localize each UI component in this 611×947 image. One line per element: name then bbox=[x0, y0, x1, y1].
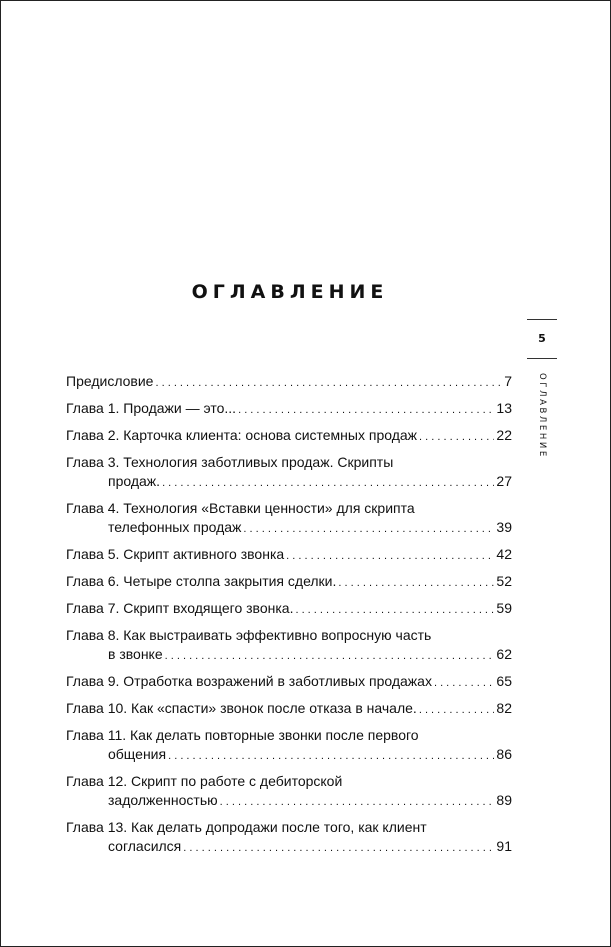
toc-entry-page: 86 bbox=[496, 746, 512, 762]
dot-leader bbox=[295, 599, 494, 620]
toc-entry bbox=[66, 453, 512, 493]
toc-entry-title: Глава 10. Как «спасти» звонок после отказа в начале. bbox=[66, 700, 417, 716]
toc-entry bbox=[66, 818, 512, 858]
toc-entry bbox=[66, 599, 512, 620]
toc-entry-title: Глава 5. Скрипт активного звонка bbox=[66, 546, 285, 562]
toc-entry-page: 13 bbox=[496, 400, 512, 416]
table-of-contents bbox=[66, 372, 512, 864]
toc-entry-title: Глава 4. Технология «Вставки ценности» для скрипта bbox=[66, 500, 415, 516]
toc-entry-title: Глава 2. Карточка клиента: основа системных продаж bbox=[66, 427, 418, 443]
side-marker bbox=[527, 319, 557, 459]
toc-entry-title: согласился bbox=[108, 838, 182, 854]
toc-entry bbox=[66, 399, 512, 420]
toc-entry bbox=[66, 772, 512, 812]
toc-entry-title: Предисловие bbox=[66, 373, 154, 389]
toc-line bbox=[66, 453, 512, 472]
toc-entry-page: 42 bbox=[496, 546, 512, 562]
dot-leader bbox=[419, 699, 495, 720]
toc-line bbox=[66, 791, 512, 812]
dot-leader bbox=[419, 426, 494, 447]
dot-leader bbox=[155, 372, 502, 393]
dot-leader bbox=[162, 472, 494, 493]
toc-entry-page: 62 bbox=[496, 646, 512, 662]
running-head: ОГЛАВЛЕНИЕ bbox=[537, 373, 547, 459]
toc-line bbox=[66, 499, 512, 518]
toc-entry-page: 39 bbox=[496, 519, 512, 535]
toc-line bbox=[66, 837, 512, 858]
toc-entry-page: 27 bbox=[496, 473, 512, 489]
toc-entry-title: общения bbox=[108, 746, 167, 762]
toc-entry-page: 91 bbox=[496, 838, 512, 854]
dot-leader bbox=[338, 572, 494, 593]
toc-line bbox=[66, 626, 512, 645]
dot-leader bbox=[168, 745, 494, 766]
toc-entry-title: Глава 6. Четыре столпа закрытия сделки. bbox=[66, 573, 337, 589]
toc-entry-title: Глава 1. Продажи — это... bbox=[66, 400, 237, 416]
toc-entry-page: 22 bbox=[496, 427, 512, 443]
toc-entry-title: Глава 13. Как делать допродажи после того, как клиент bbox=[66, 819, 427, 835]
toc-line bbox=[66, 572, 512, 593]
toc-entry-title: Глава 7. Скрипт входящего звонка. bbox=[66, 600, 294, 616]
toc-line bbox=[66, 372, 512, 393]
toc-entry bbox=[66, 372, 512, 393]
toc-entry-title: Глава 8. Как выстраивать эффективно вопросную часть bbox=[66, 627, 432, 643]
toc-entry-title: в звонке bbox=[108, 646, 163, 662]
toc-entry-title: Глава 9. Отработка возражений в заботливых продажах bbox=[66, 673, 432, 689]
dot-leader bbox=[183, 837, 494, 858]
toc-line bbox=[66, 772, 512, 791]
toc-entry-title: задолженностью bbox=[108, 792, 218, 808]
divider bbox=[527, 358, 557, 359]
toc-line bbox=[66, 426, 512, 447]
toc-entry-title: Глава 11. Как делать повторные звонки после первого bbox=[66, 727, 419, 743]
toc-entry bbox=[66, 699, 512, 720]
toc-entry bbox=[66, 545, 512, 566]
toc-line bbox=[66, 818, 512, 837]
toc-entry-title: телефонных продаж bbox=[108, 519, 242, 535]
toc-line bbox=[66, 672, 512, 693]
toc-entry bbox=[66, 426, 512, 447]
toc-entry-page: 89 bbox=[496, 792, 512, 808]
toc-line bbox=[66, 726, 512, 745]
toc-line bbox=[66, 545, 512, 566]
toc-line bbox=[66, 745, 512, 766]
toc-entry-title: Глава 3. Технология заботливых продаж. Скрипты bbox=[66, 454, 394, 470]
toc-entry bbox=[66, 672, 512, 693]
dot-leader bbox=[220, 791, 495, 812]
dot-leader bbox=[165, 645, 495, 666]
toc-line bbox=[66, 645, 512, 666]
toc-line bbox=[66, 472, 512, 493]
toc-entry-title: Глава 12. Скрипт по работе с дебиторской bbox=[66, 773, 343, 789]
toc-entry bbox=[66, 499, 512, 539]
dot-leader bbox=[286, 545, 494, 566]
toc-entry-page: 59 bbox=[496, 600, 512, 616]
toc-entry-title: продаж. bbox=[108, 473, 161, 489]
toc-entry-page: 65 bbox=[496, 673, 512, 689]
toc-entry bbox=[66, 572, 512, 593]
toc-entry bbox=[66, 626, 512, 666]
toc-line bbox=[66, 399, 512, 420]
toc-entry-page: 7 bbox=[504, 373, 512, 389]
dot-leader bbox=[434, 672, 494, 693]
toc-line bbox=[66, 599, 512, 620]
toc-entry-page: 52 bbox=[496, 573, 512, 589]
toc-line bbox=[66, 699, 512, 720]
page-number: 5 bbox=[538, 332, 546, 345]
toc-entry bbox=[66, 726, 512, 766]
toc-line bbox=[66, 518, 512, 539]
toc-entry-page: 82 bbox=[496, 700, 512, 716]
page-title: ОГЛАВЛЕНИЕ bbox=[191, 281, 389, 303]
dot-leader bbox=[243, 518, 494, 539]
dot-leader bbox=[238, 399, 494, 420]
